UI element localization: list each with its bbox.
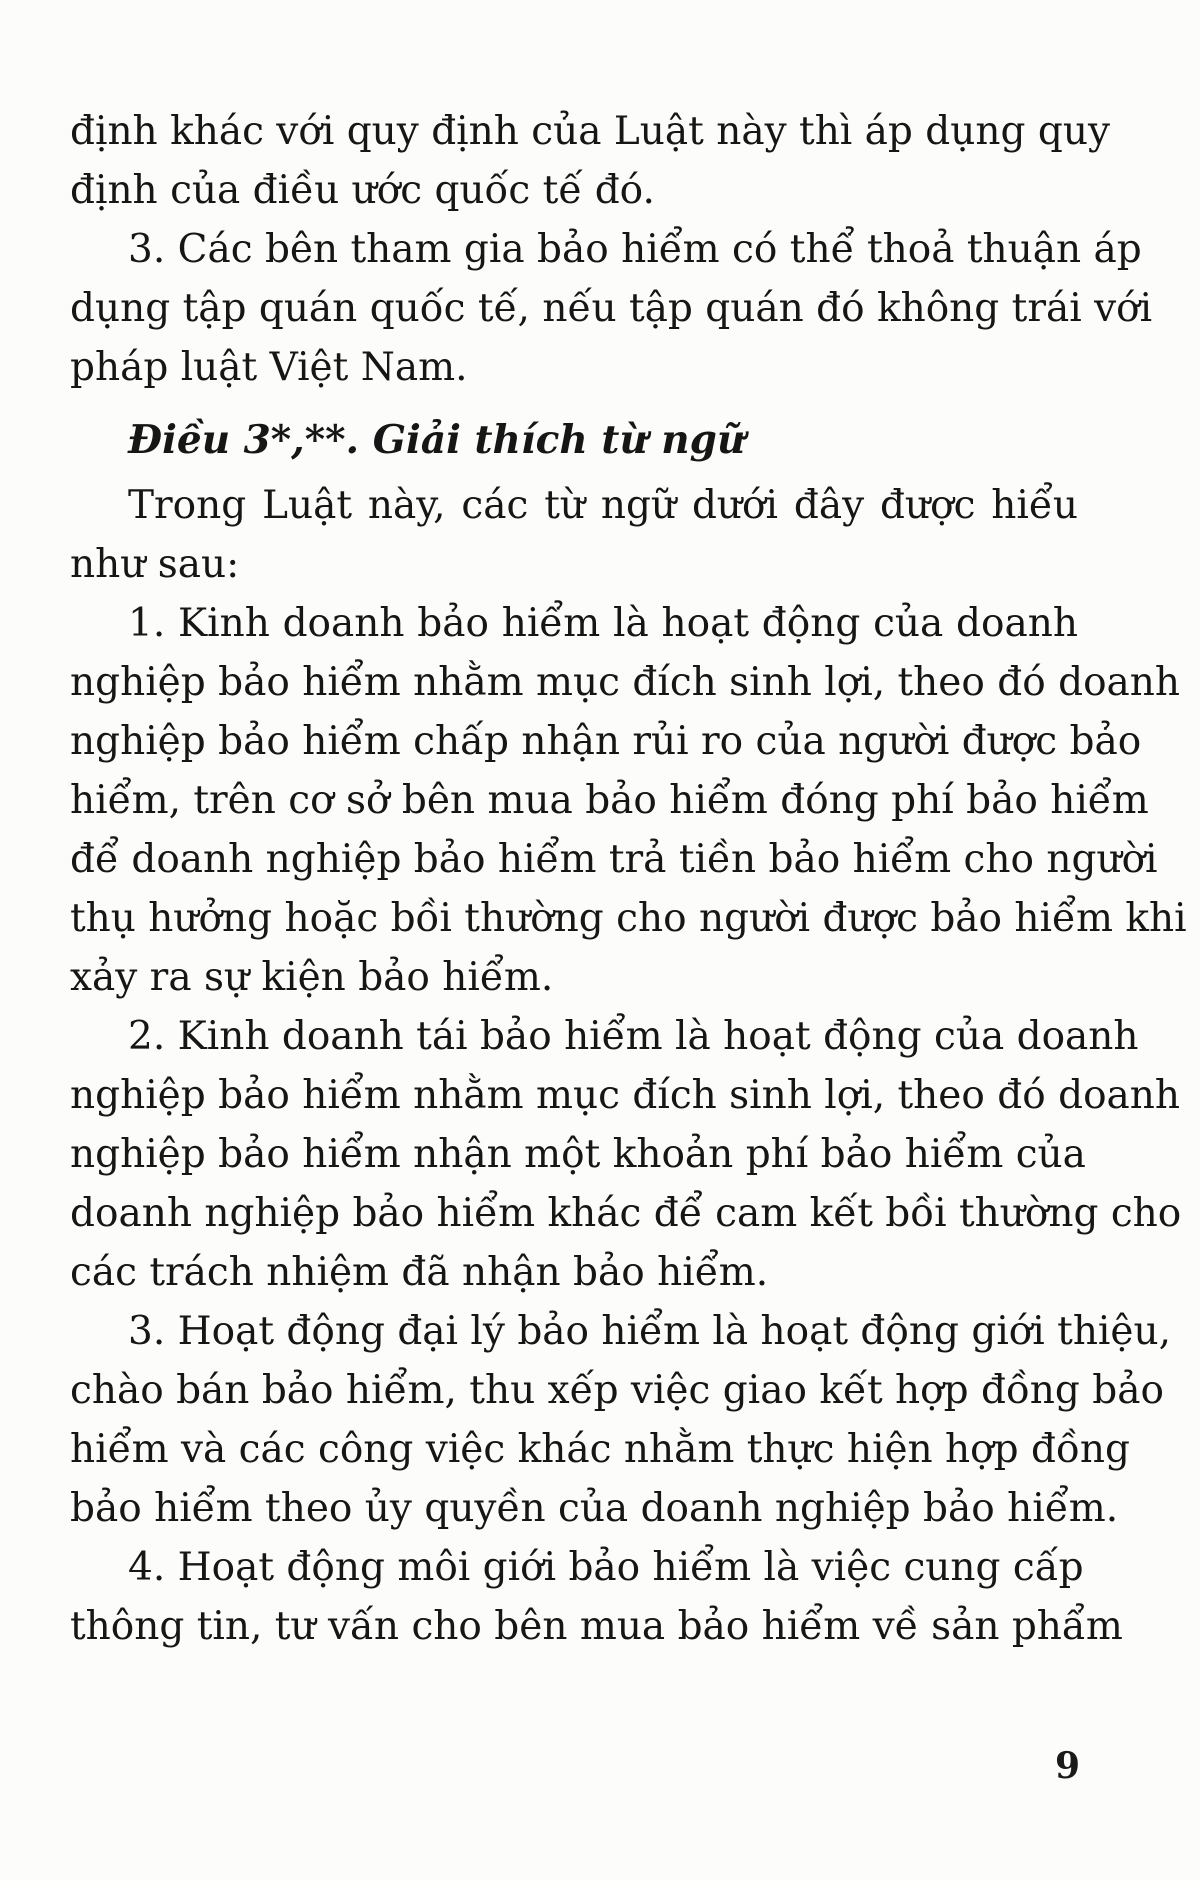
clause-1-insurance-business	[70, 594, 1187, 1007]
text-line: hiểm và các công việc khác nhằm thực hiện hợp đồng	[70, 1427, 1130, 1472]
text-line: dụng tập quán quốc tế, nếu tập quán đó không trái với	[70, 286, 1153, 331]
text-line: 2. Kinh doanh tái bảo hiểm là hoạt động của doanh	[128, 1014, 1139, 1059]
text-line: nghiệp bảo hiểm chấp nhận rủi ro của người được bảo	[70, 719, 1142, 764]
text-line: 3. Các bên tham gia bảo hiểm có thể thoả thuận áp	[128, 227, 1142, 272]
text-line: thụ hưởng hoặc bồi thường cho người được bảo hiểm khi	[70, 896, 1187, 941]
page-number: 9	[1054, 1745, 1080, 1787]
text-line: doanh nghiệp bảo hiểm khác để cam kết bồi thường cho	[70, 1191, 1182, 1236]
text-line: 3. Hoạt động đại lý bảo hiểm là hoạt động giới thiệu,	[128, 1309, 1172, 1354]
clause-3-insurance-agency	[70, 1302, 1172, 1538]
text-line: nghiệp bảo hiểm nhằm mục đích sinh lợi, theo đó doanh	[70, 1073, 1181, 1118]
text-line: nghiệp bảo hiểm nhằm mục đích sinh lợi, theo đó doanh	[70, 660, 1181, 705]
text-line: Trong Luật này, các từ ngữ dưới đây được hiểu	[128, 483, 1078, 528]
text-line: bảo hiểm theo ủy quyền của doanh nghiệp bảo hiểm.	[70, 1486, 1119, 1531]
text-line: hiểm, trên cơ sở bên mua bảo hiểm đóng phí bảo hiểm	[70, 778, 1149, 823]
intro-paragraph	[70, 476, 1078, 594]
text-line: xảy ra sự kiện bảo hiểm.	[70, 955, 554, 1000]
text-line: 1. Kinh doanh bảo hiểm là hoạt động của doanh	[128, 601, 1078, 646]
text-line: pháp luật Việt Nam.	[70, 345, 468, 390]
text-line: 4. Hoạt động môi giới bảo hiểm là việc cung cấp	[128, 1545, 1084, 1590]
clause-3-applicable-customs	[70, 220, 1153, 397]
article-heading	[70, 411, 1078, 470]
text-line: nghiệp bảo hiểm nhận một khoản phí bảo hiểm của	[70, 1132, 1086, 1177]
text-line: thông tin, tư vấn cho bên mua bảo hiểm về sản phẩm	[70, 1604, 1123, 1649]
text-line: để doanh nghiệp bảo hiểm trả tiền bảo hiểm cho người	[70, 837, 1158, 882]
text-line: Điều 3*,**. Giải thích từ ngữ	[128, 417, 746, 463]
text-line: như sau:	[70, 542, 240, 587]
text-line: định khác với quy định của Luật này thì áp dụng quy	[70, 109, 1110, 154]
body-text	[70, 102, 1187, 1656]
clause-2-reinsurance-business	[70, 1007, 1182, 1302]
text-line: các trách nhiệm đã nhận bảo hiểm.	[70, 1250, 769, 1295]
clause-4-insurance-brokerage	[70, 1538, 1123, 1656]
text-line: định của điều ước quốc tế đó.	[70, 168, 655, 213]
continuation-paragraph	[70, 102, 1110, 220]
text-line: chào bán bảo hiểm, thu xếp việc giao kết hợp đồng bảo	[70, 1368, 1164, 1413]
